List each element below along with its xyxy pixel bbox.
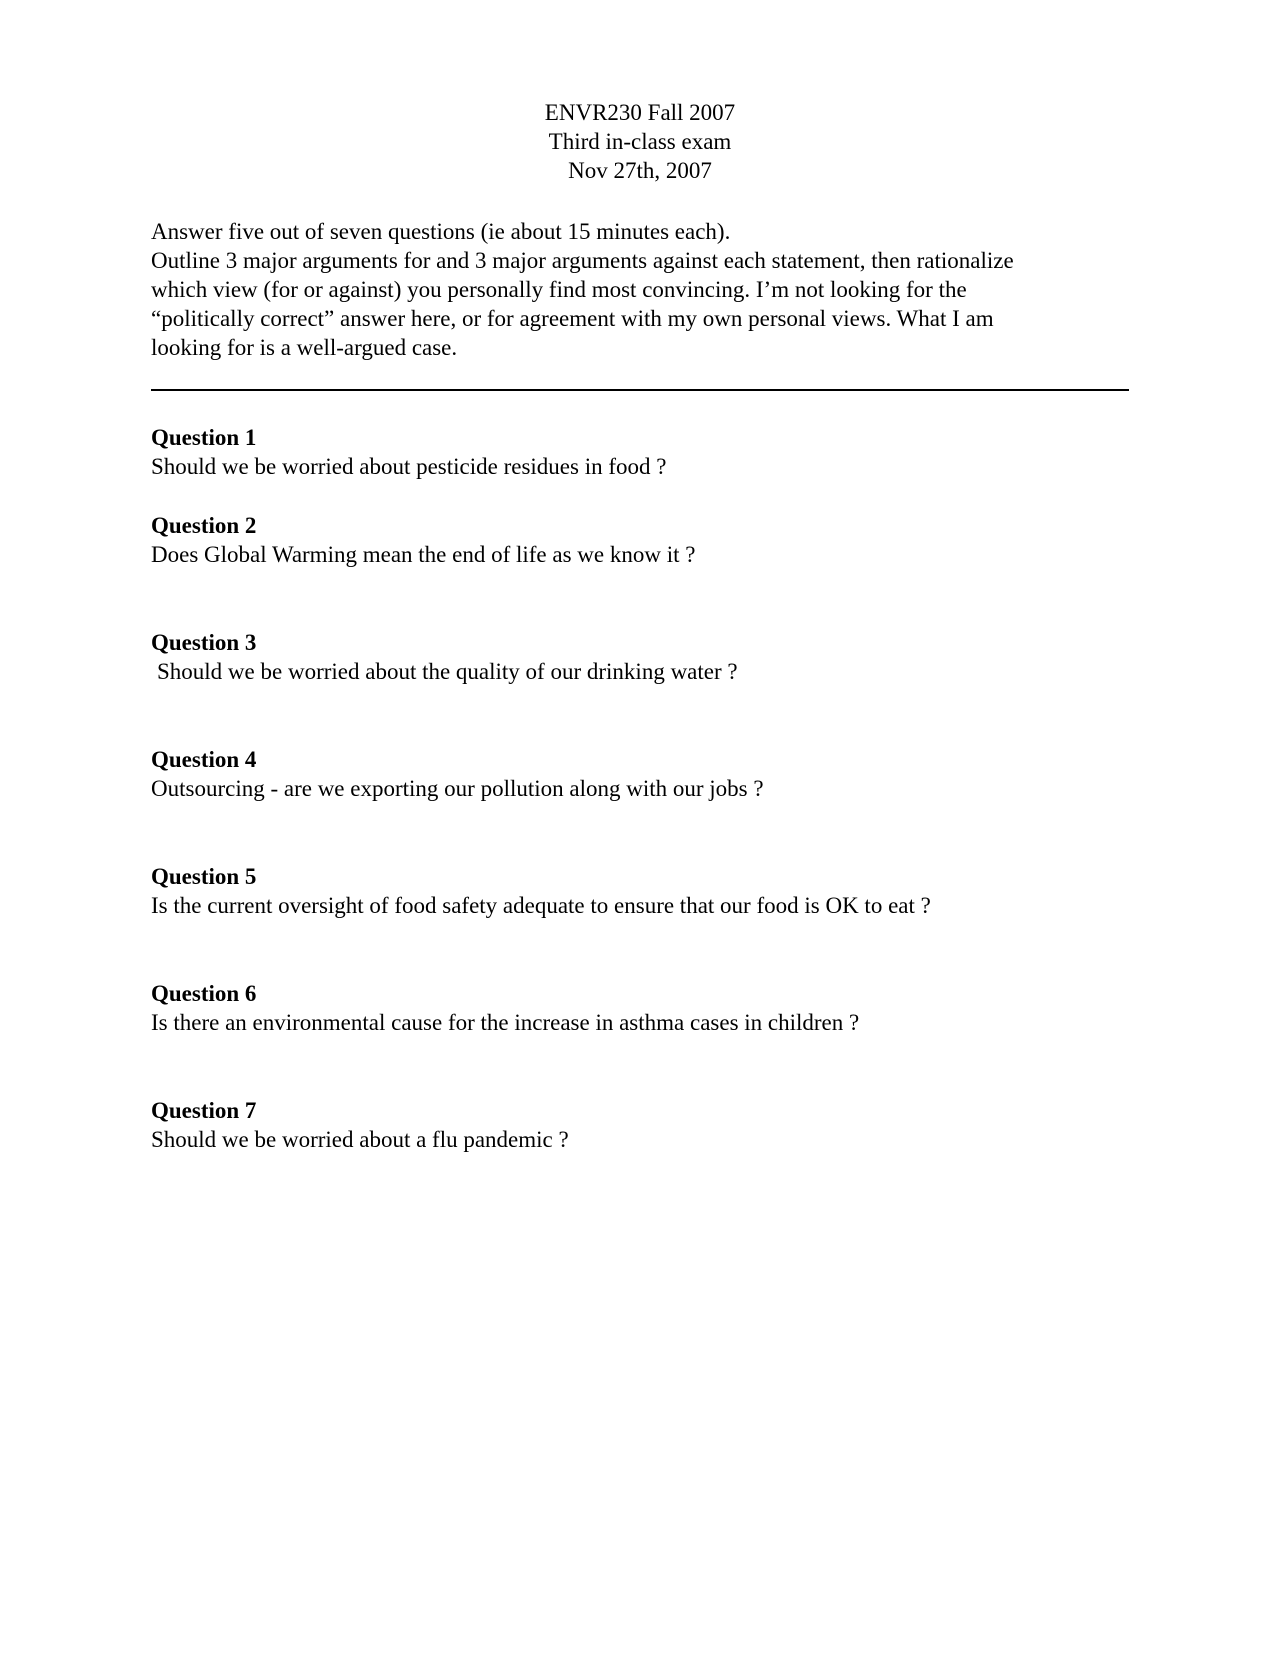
question-4 [151, 745, 1151, 803]
question-6 [151, 979, 1151, 1037]
question-text: Is there an environmental cause for the increase in asthma cases in children ? [151, 1010, 860, 1035]
question-title: Question 7 [151, 1098, 257, 1123]
course-title: ENVR230 Fall 2007 [544, 100, 736, 125]
instructions-line: “politically correct” answer here, or for agreement with my own personal views. What I am [151, 306, 994, 331]
instructions-line: Outline 3 major arguments for and 3 major arguments against each statement, then rationalize [151, 248, 1014, 273]
instructions [151, 217, 1141, 362]
question-5 [151, 862, 1151, 920]
instructions-line: looking for is a well-argued case. [151, 335, 458, 360]
question-text: Should we be worried about pesticide residues in food ? [151, 454, 667, 479]
question-2 [151, 511, 1151, 569]
instructions-line: Answer five out of seven questions (ie about 15 minutes each). [151, 219, 731, 244]
divider-line [151, 389, 1129, 391]
question-text: Should we be worried about a flu pandemic ? [151, 1127, 569, 1152]
exam-title: Third in-class exam [548, 129, 732, 154]
question-text: Is the current oversight of food safety adequate to ensure that our food is OK to eat ? [151, 893, 931, 918]
exam-date: Nov 27th, 2007 [568, 158, 712, 183]
exam-header [0, 98, 1280, 185]
question-text: Outsourcing - are we exporting our pollution along with our jobs ? [151, 776, 764, 801]
question-7 [151, 1096, 1151, 1154]
question-3 [151, 628, 1151, 686]
question-title: Question 4 [151, 747, 257, 772]
instructions-line: which view (for or against) you personally find most convincing. I’m not looking for the [151, 277, 967, 302]
question-title: Question 6 [151, 981, 257, 1006]
question-text: Should we be worried about the quality of our drinking water ? [157, 659, 738, 684]
question-text: Does Global Warming mean the end of life as we know it ? [151, 542, 696, 567]
question-1 [151, 423, 1151, 481]
question-title: Question 1 [151, 425, 257, 450]
question-title: Question 3 [151, 630, 257, 655]
question-title: Question 5 [151, 864, 257, 889]
question-title: Question 2 [151, 513, 257, 538]
